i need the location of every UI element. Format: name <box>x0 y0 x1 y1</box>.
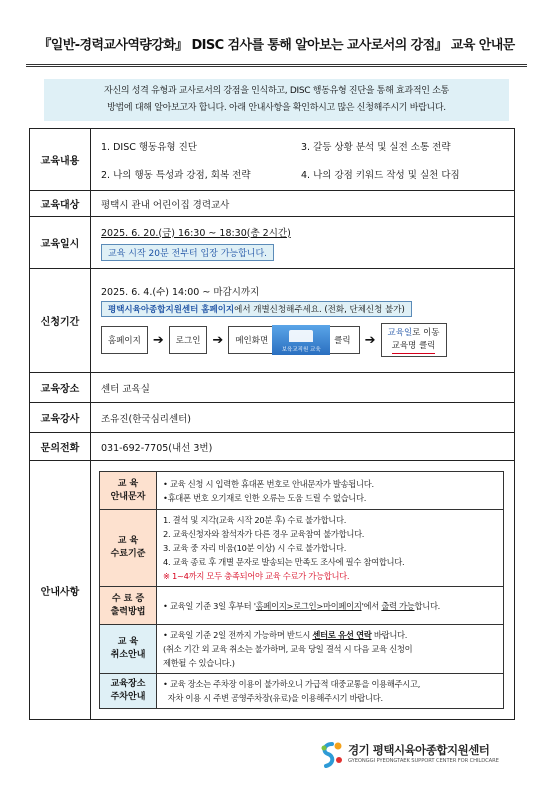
banner-label: 보육교직원 교육 <box>281 347 321 353</box>
lecturer-value: 조유진(한국심리센터) <box>91 403 515 433</box>
apply-note <box>101 301 412 317</box>
book-icon <box>272 325 330 355</box>
parking-text: • 교육 장소는 주차장 이용이 불가하오니 가급적 대중교통을 이용해주시고, <box>163 679 421 689</box>
phone-value: 031-692-7705(내선 3번) <box>91 433 515 461</box>
title-divider <box>26 64 527 67</box>
schedule-date: 2025. 6. 20.(금) 16:30 ~ 18:30(총 2시간) <box>101 227 291 239</box>
flow-course-click: 교육명 클릭 <box>392 340 436 354</box>
intro-line: 방법에 대해 알아보고자 합니다. 아래 안내사항을 확인하시고 많은 신청해주시기 바랍니다. <box>107 103 446 113</box>
parking-label: 주차안내 <box>110 692 146 702</box>
content-item: 1. DISC 행동유형 진단 <box>101 141 197 153</box>
label-lecturer: 교육강사 <box>30 403 91 433</box>
apply-period: 2025. 6. 4.(수) 14:00 ~ 마감시까지 <box>101 287 260 298</box>
page-title: 『일반-경력교사역량강화』 DISC 검사를 통해 알아보는 교사로서의 강점』 교육 안내문 <box>38 38 515 53</box>
label-apply: 신청기간 <box>30 269 91 373</box>
content-item: 2. 나의 행동 특성과 강점, 회복 전략 <box>101 169 251 181</box>
label-content: 교육내용 <box>30 129 91 191</box>
row-place <box>30 373 515 403</box>
notice-table <box>99 471 504 709</box>
completion-label: 수료기준 <box>110 549 146 559</box>
footer-center-name-en: GYEONGGI PYEONGTAEK SUPPORT CENTER FOR CHILDCARE <box>348 758 499 764</box>
completion-warning: ※ 1~4까지 모두 충족되어야 교육 수료가 가능합니다. <box>163 571 350 581</box>
target-value: 평택시 관내 어린이집 경력교사 <box>91 191 515 217</box>
sms-label: 안내문자 <box>110 491 146 502</box>
completion-text: 1. 결석 및 지각(교육 시작 20분 후) 수료 불가합니다. <box>163 515 347 525</box>
arrow-right-icon: ➔ <box>364 332 376 348</box>
label-place: 교육장소 <box>30 373 91 403</box>
certificate-text-e: 합니다. <box>414 600 441 611</box>
row-target <box>30 191 515 217</box>
row-apply <box>30 269 515 373</box>
content-item: 3. 갈등 상황 분석 및 실전 소통 전략 <box>301 141 451 153</box>
notice-certificate <box>100 587 504 625</box>
place-value: 센터 교육실 <box>91 373 515 403</box>
completion-text: 3. 교육 중 자리 비움(10분 이상) 시 수료 불가합니다. <box>163 543 347 553</box>
notice-completion <box>100 510 504 587</box>
sms-text: •휴대폰 번호 오기재로 인한 오류는 도움 드릴 수 없습니다. <box>163 492 367 503</box>
label-schedule: 교육일시 <box>30 217 91 269</box>
certificate-text-c: '에서 <box>361 600 382 611</box>
cancel-text-a: • 교육일 기준 2일 전까지 가능하며 반드시 <box>163 630 313 640</box>
sms-label: 교 육 <box>117 478 139 489</box>
flow-move: 로 이동 <box>412 327 440 338</box>
certificate-text-a: • 교육일 기준 3일 후부터 ' <box>163 600 256 611</box>
homepage-link[interactable]: 평택시육아종합지원센터 홈페이지 <box>108 305 235 315</box>
completion-label: 교 육 <box>117 536 139 546</box>
certificate-label: 출력방법 <box>110 606 146 617</box>
row-phone <box>30 433 515 461</box>
cancel-label: 교 육 <box>117 637 139 647</box>
footer-logo <box>318 740 528 774</box>
center-logo-icon <box>318 740 344 770</box>
sms-text: • 교육 신청 시 입력한 휴대폰 번호로 안내문자가 발송됩니다. <box>163 478 374 489</box>
completion-text: 4. 교육 종료 후 개별 문자로 발송되는 만족도 조사에 필수 참여합니다. <box>163 557 405 567</box>
row-schedule <box>30 217 515 269</box>
info-table <box>29 128 515 720</box>
flow-step-login: 로그인 <box>169 326 208 354</box>
cancel-text-c: 바랍니다. <box>371 630 408 640</box>
flow-step-homepage: 홈페이지 <box>101 326 148 354</box>
content-item: 4. 나의 강점 키워드 작성 및 실천 다짐 <box>301 169 460 181</box>
label-phone: 문의전화 <box>30 433 91 461</box>
parking-text: 자차 이용 시 주변 공영주차장(유료)을 이용해주시기 바랍니다. <box>163 693 383 703</box>
schedule-note: 교육 시작 20분 전부터 입장 가능합니다. <box>101 244 274 261</box>
flow-step-click: 클릭 <box>334 336 351 346</box>
intro-box <box>44 79 509 121</box>
row-content <box>30 129 515 191</box>
completion-text: 2. 교육신청자와 참석자가 다른 경우 교육참여 불가합니다. <box>163 529 365 539</box>
arrow-right-icon: ➔ <box>212 332 224 348</box>
notice-cancel <box>100 625 504 674</box>
label-target: 교육대상 <box>30 191 91 217</box>
certificate-available: 출력 가능 <box>381 600 415 611</box>
label-notice: 안내사항 <box>30 461 91 720</box>
flow-step-main-label: 메인화면 <box>235 336 269 346</box>
apply-note-text: 에서 개별신청해주세요. (전화, 단체신청 불가) <box>234 305 405 315</box>
cancel-text: 제한될 수 있습니다.) <box>163 658 235 668</box>
flow-step-course <box>381 323 447 357</box>
cancel-text: (취소 기간 외 교육 취소는 불가하며, 교육 당일 결석 시 다음 교육 신청이 <box>163 644 413 654</box>
parking-label: 교육장소 <box>110 679 146 689</box>
flow-edu-date: 교육일 <box>387 327 413 338</box>
notice-parking <box>100 674 504 709</box>
row-lecturer <box>30 403 515 433</box>
intro-line: 자신의 성격 유형과 교사로서의 강점을 인식하고, DISC 행동유형 진단을 통해 효과적인 소통 <box>104 86 449 96</box>
notice-sms <box>100 472 504 510</box>
certificate-text <box>157 587 504 625</box>
flow-step-main <box>228 326 359 354</box>
cancel-phone-contact: 센터로 유선 연락 <box>312 630 372 640</box>
arrow-right-icon: ➔ <box>152 332 164 348</box>
footer-center-name: 경기 평택시육아종합지원센터 <box>348 743 490 757</box>
cancel-label: 취소안내 <box>110 650 146 660</box>
row-notice <box>30 461 515 720</box>
certificate-path: 홈페이지>로그인>마이페이지 <box>255 600 362 611</box>
apply-flow <box>101 323 514 357</box>
certificate-label: 수 료 증 <box>111 593 145 604</box>
